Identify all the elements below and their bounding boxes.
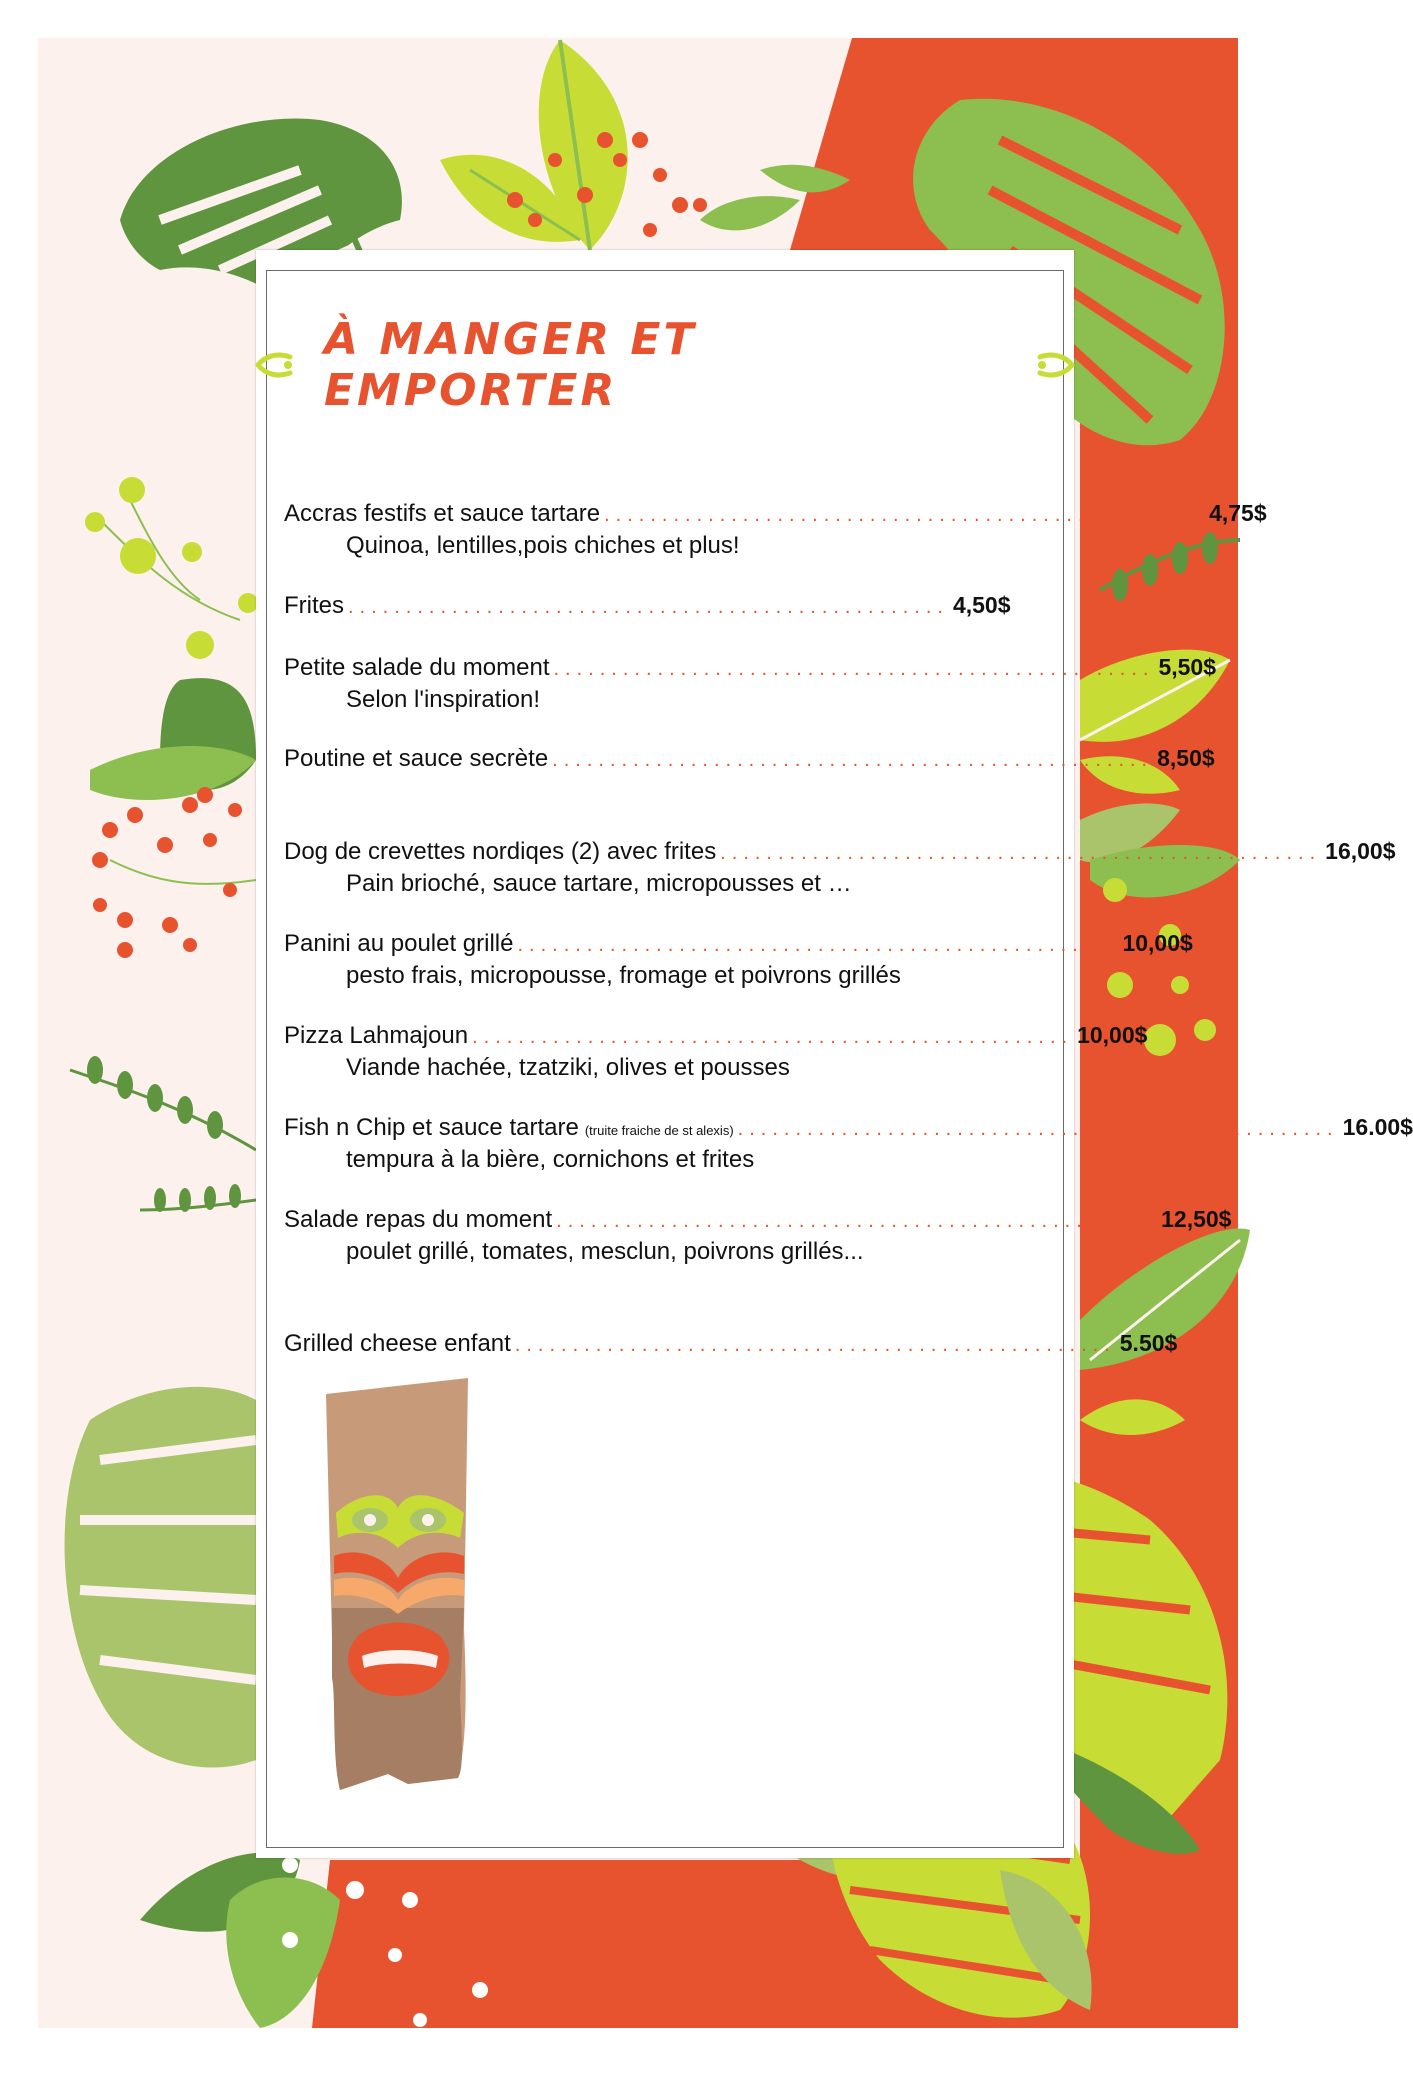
menu-item	[284, 592, 1011, 620]
menu-item	[284, 654, 1217, 714]
item-name: Panini au poulet grillé	[284, 930, 514, 957]
dot-leader: ....................................................	[348, 596, 949, 618]
item-name: Fish n Chip et sauce tartare	[284, 1114, 579, 1141]
dot-leader: ....................................................	[514, 1334, 1116, 1356]
dot-leader: ....................................................	[720, 842, 1322, 864]
item-price: 5.50$	[1119, 1330, 1178, 1356]
item-price: 16,00$	[1325, 838, 1396, 864]
menu-item	[284, 930, 1193, 990]
menu-title: À MANGER ET EMPORTER	[324, 314, 697, 416]
item-name: Accras festifs et sauce tartare	[284, 500, 601, 527]
dot-leader: ....................................................	[472, 1026, 1074, 1048]
item-price: 5,50$	[1158, 654, 1217, 680]
dot-leader: ....................................................	[553, 658, 1155, 680]
dot-leader: ....................................................	[517, 934, 1119, 956]
item-price: 12,50$	[1161, 1206, 1232, 1232]
item-price: 10,00$	[1122, 930, 1193, 956]
menu-item	[284, 500, 1267, 560]
dot-leader: ....................................................	[604, 504, 1206, 526]
item-name: Petite salade du moment	[284, 654, 550, 681]
dot-leader: ....................................................	[737, 1118, 1339, 1140]
item-description: tempura à la bière, cornichons et frites	[346, 1146, 755, 1173]
dot-leader: ....................................................	[556, 1210, 1158, 1232]
item-description: pesto frais, micropousse, fromage et poivrons grillés	[346, 962, 901, 989]
item-description: Viande hachée, tzatziki, olives et pousses	[346, 1054, 790, 1081]
item-note: (truite fraiche de st alexis)	[584, 1123, 734, 1138]
item-price: 16.00$	[1342, 1114, 1413, 1140]
item-price: 10,00$	[1077, 1022, 1148, 1048]
menu-item	[284, 1022, 1148, 1082]
tiki-mask-icon	[318, 1378, 478, 1798]
dot-leader: ....................................................	[552, 749, 1154, 771]
menu-item	[284, 1330, 1178, 1358]
menu-item	[284, 745, 1215, 773]
menu-item	[284, 1206, 1232, 1266]
item-name: Grilled cheese enfant	[284, 1330, 511, 1357]
item-description: Pain brioché, sauce tartare, micropousses et …	[346, 870, 852, 897]
leaf-sprig-icon	[1034, 347, 1074, 383]
item-name: Dog de crevettes nordiqes (2) avec frites	[284, 838, 717, 865]
title-row	[256, 314, 1074, 416]
item-name: Salade repas du moment	[284, 1206, 553, 1233]
item-name: Frites	[284, 592, 344, 619]
item-price: 8,50$	[1157, 745, 1215, 771]
item-description: Quinoa, lentilles,pois chiches et plus!	[346, 532, 740, 559]
menu-item	[284, 1114, 1413, 1174]
leaf-sprig-icon	[256, 347, 296, 383]
menu-item	[284, 838, 1396, 898]
item-description: Selon l'inspiration!	[346, 686, 541, 713]
item-name: Pizza Lahmajoun	[284, 1022, 469, 1049]
item-price: 4,50$	[952, 592, 1011, 618]
item-name: Poutine et sauce secrète	[284, 745, 549, 772]
item-price: 4,75$	[1209, 500, 1267, 526]
item-description: poulet grillé, tomates, mesclun, poivrons grillés...	[346, 1238, 864, 1265]
